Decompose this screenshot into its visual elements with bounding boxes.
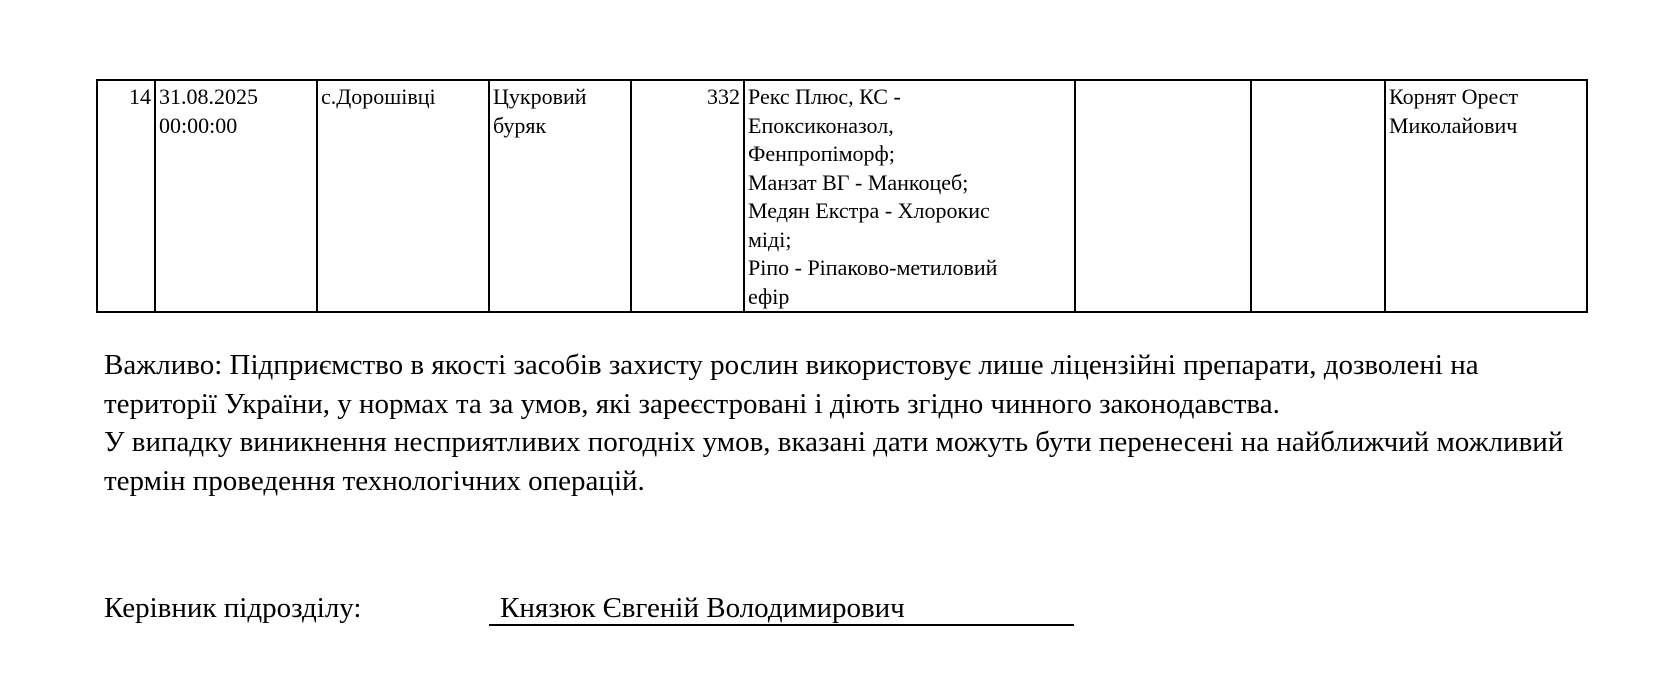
treatment-table: [96, 79, 1588, 313]
notice-block: [104, 346, 1564, 500]
empty-cell: [1075, 80, 1251, 312]
signature-name: Князюк Євгеній Володимирович: [489, 590, 1074, 626]
location-cell: с.Дорошівці: [317, 80, 489, 312]
table-row: [97, 80, 1587, 312]
date-cell: 31.08.2025 00:00:00: [155, 80, 317, 312]
notice-paragraph-important: Важливо: Підприємство в якості засобів захисту рослин використовує лише ліцензійні препарати, дозволені на території України, у нормах та за умов, які зареєстровані і діють згідно чинного законодавства.: [104, 349, 1479, 420]
signature-label: Керівник підрозділу:: [104, 592, 362, 624]
empty-cell: [1251, 80, 1385, 312]
responsible-cell: Корнят Орест Миколайович: [1385, 80, 1587, 312]
area-cell: 332: [631, 80, 744, 312]
notice-paragraph-weather: У випадку виникнення несприятливих погодніх умов, вказані дати можуть бути перенесені на найближчий можливий термін проведення технологічних операцій.: [104, 426, 1564, 497]
crop-cell: Цукровий буряк: [489, 80, 631, 312]
row-number-cell: 14: [97, 80, 155, 312]
products-cell: Рекс Плюс, КС - Епоксиконазол, Фенпропіморф; Манзат ВГ - Манкоцеб; Медян Екстра - Хлорокис міді; Ріпо - Ріпаково-метиловий ефір: [744, 80, 1075, 312]
signature-block: [104, 590, 1204, 630]
